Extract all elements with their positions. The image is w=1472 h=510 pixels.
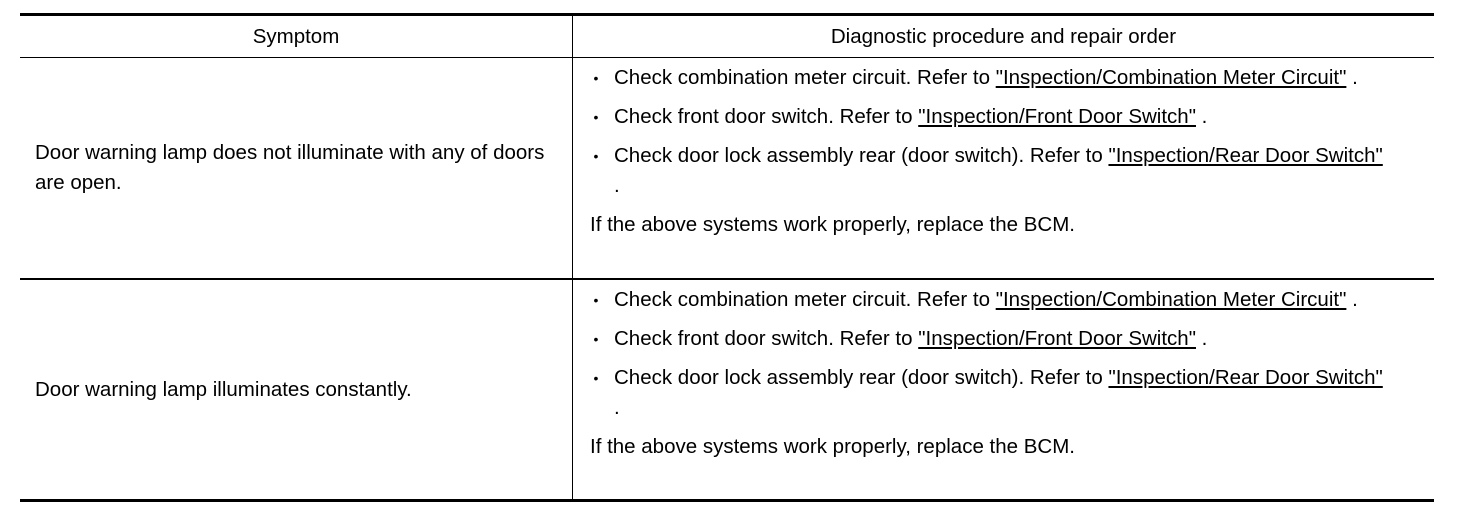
item-suffix: . <box>1195 105 1208 128</box>
item-suffix: . <box>1195 327 1208 350</box>
item-text: Check door lock assembly rear (door switch). Refer to <box>614 366 1109 389</box>
reference-link[interactable]: "Inspection/Front Door Switch" <box>918 327 1196 350</box>
reference-link[interactable]: "Inspection/Combination Meter Circuit" <box>995 288 1347 311</box>
diagnosis-table <box>20 13 1434 502</box>
list-item <box>590 141 1394 201</box>
reference-link[interactable]: "Inspection/Front Door Switch" <box>918 105 1196 128</box>
bullet-icon: • <box>593 292 599 308</box>
item-text: Check front door switch. Refer to <box>614 105 919 128</box>
symptom-text: Door warning lamp illuminates constantly. <box>35 377 412 401</box>
list-item <box>590 63 1394 93</box>
bullet-icon: • <box>593 109 599 125</box>
table-header-row <box>20 16 1434 57</box>
conclusion-text: If the above systems work properly, replace the BCM. <box>590 435 1075 458</box>
bullet-icon: • <box>593 331 599 347</box>
item-text: Check combination meter circuit. Refer to <box>614 66 996 89</box>
list-item <box>590 363 1394 423</box>
list-item <box>590 102 1394 132</box>
conclusion-text: If the above systems work properly, replace the BCM. <box>590 213 1075 236</box>
diagnostic-cell <box>573 280 1434 499</box>
item-text: Check combination meter circuit. Refer to <box>614 288 996 311</box>
list-item <box>590 324 1394 354</box>
item-suffix: . <box>614 396 620 419</box>
header-diagnostic: Diagnostic procedure and repair order <box>830 24 1177 48</box>
item-suffix: . <box>1346 66 1358 89</box>
item-suffix: . <box>1346 288 1358 311</box>
table-row <box>20 278 1434 499</box>
bullet-icon: • <box>593 370 599 386</box>
reference-link[interactable]: "Inspection/Combination Meter Circuit" <box>995 66 1347 89</box>
symptom-cell <box>20 280 573 499</box>
table-row <box>20 57 1434 278</box>
reference-link[interactable]: "Inspection/Rear Door Switch" <box>1108 144 1383 167</box>
item-text: Check door lock assembly rear (door switch). Refer to <box>614 144 1109 167</box>
item-text: Check front door switch. Refer to <box>614 327 919 350</box>
symptom-text: Door warning lamp does not illuminate with any of doors are open. <box>35 141 545 194</box>
list-item <box>590 285 1394 315</box>
diagnostic-cell <box>573 58 1434 278</box>
header-symptom: Symptom <box>20 16 573 57</box>
symptom-cell <box>20 58 573 278</box>
bullet-icon: • <box>593 148 599 164</box>
bullet-icon: • <box>593 70 599 86</box>
reference-link[interactable]: "Inspection/Rear Door Switch" <box>1108 366 1383 389</box>
item-suffix: . <box>614 174 620 197</box>
